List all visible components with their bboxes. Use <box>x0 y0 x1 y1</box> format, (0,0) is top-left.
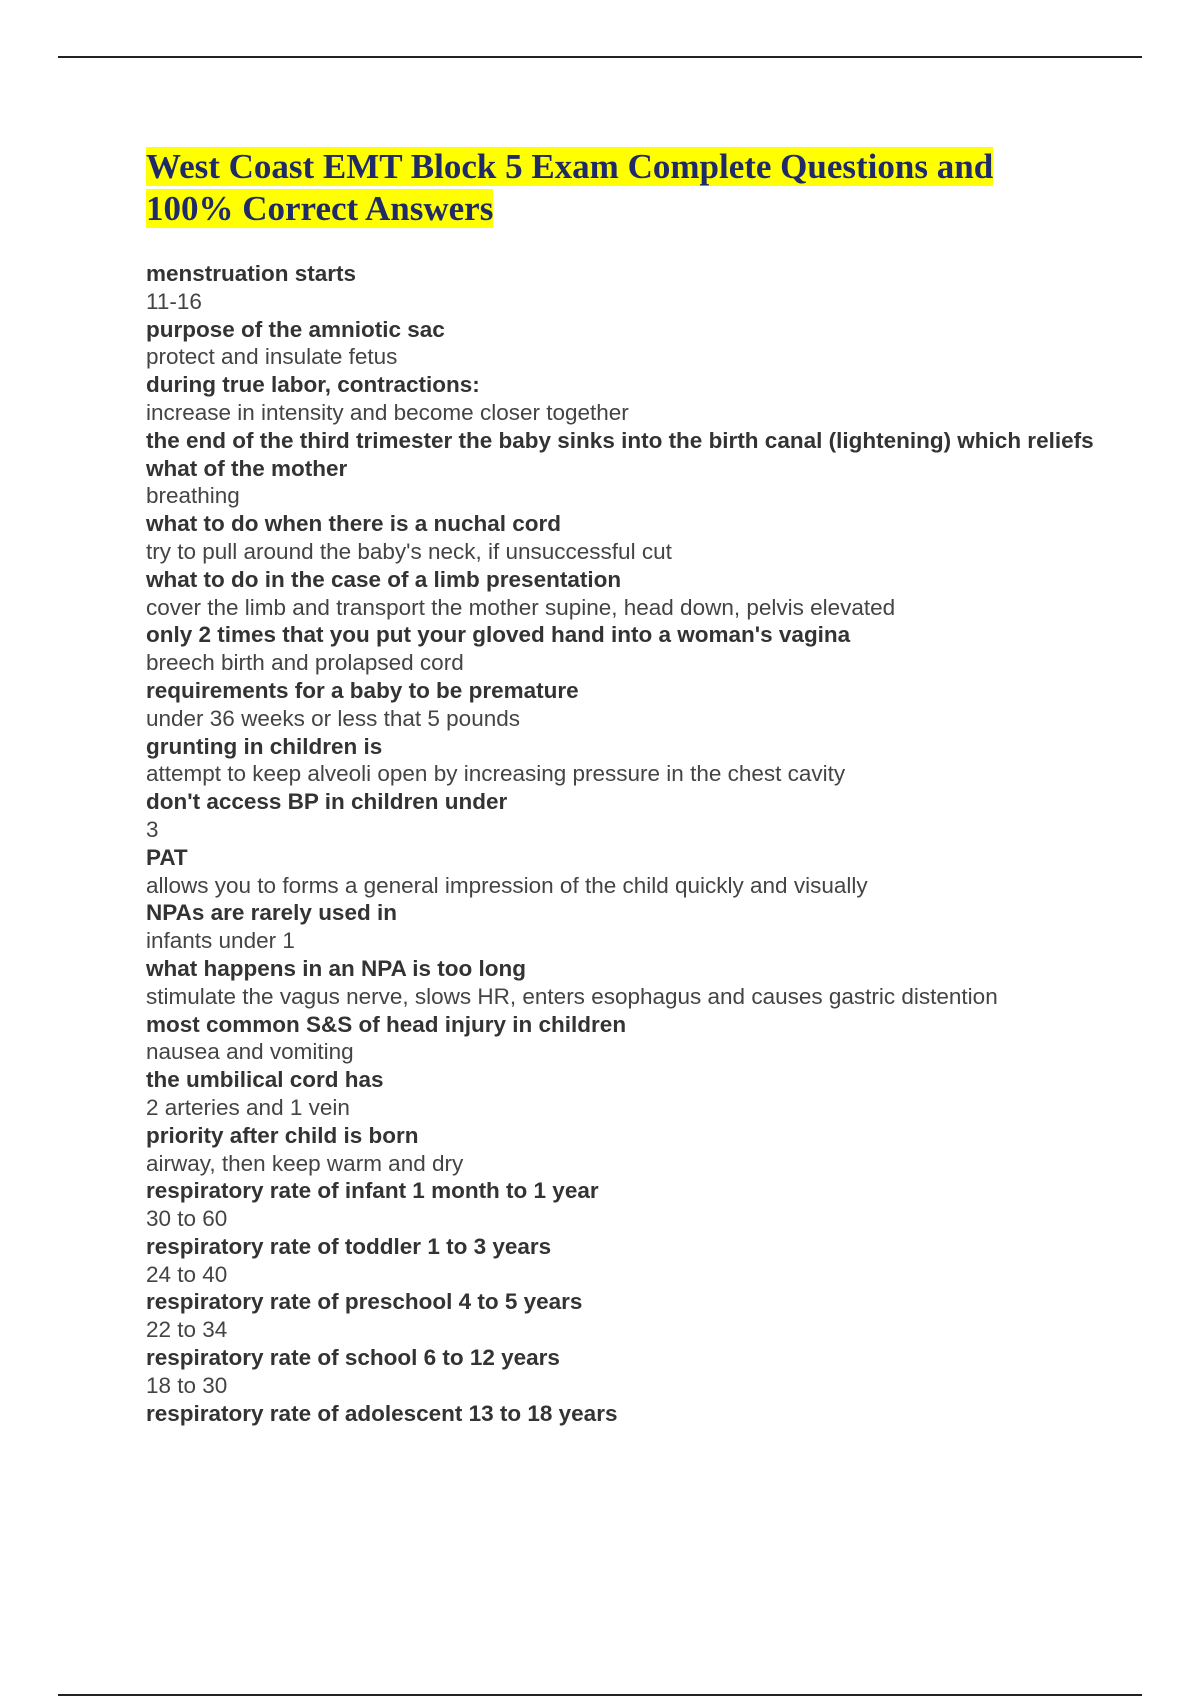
question-text: the umbilical cord has <box>146 1067 384 1093</box>
qa-item <box>146 1177 1106 1233</box>
qa-item <box>146 955 1106 1011</box>
title-line-1: West Coast EMT Block 5 Exam Complete Questions and <box>146 147 994 186</box>
question-text: what to do when there is a nuchal cord <box>146 511 562 537</box>
qa-item <box>146 788 1106 844</box>
qa-item <box>146 1233 1106 1289</box>
answer-text: 11-16 <box>146 288 202 314</box>
answer-text: infants under 1 <box>146 928 295 954</box>
question-text: respiratory rate of preschool 4 to 5 years <box>146 1289 583 1315</box>
qa-item <box>146 1288 1106 1344</box>
question-text: priority after child is born <box>146 1122 419 1148</box>
qa-item <box>146 1122 1106 1178</box>
qa-item <box>146 899 1106 955</box>
qa-item <box>146 566 1106 622</box>
question-text: what happens in an NPA is too long <box>146 955 527 981</box>
top-rule <box>58 56 1142 58</box>
answer-text: try to pull around the baby's neck, if unsuccessful cut <box>146 538 672 564</box>
qa-item <box>146 733 1106 789</box>
qa-item <box>146 1066 1106 1122</box>
qa-item <box>146 510 1106 566</box>
question-text: most common S&S of head injury in children <box>146 1011 627 1037</box>
answer-text: 24 to 40 <box>146 1261 228 1287</box>
answer-text: airway, then keep warm and dry <box>146 1150 464 1176</box>
question-text: respiratory rate of adolescent 13 to 18 years <box>146 1400 618 1426</box>
answer-text: allows you to forms a general impression of the child quickly and visually <box>146 872 868 898</box>
qa-list <box>146 260 1106 1427</box>
answer-text: protect and insulate fetus <box>146 344 398 370</box>
answer-text: attempt to keep alveoli open by increasing pressure in the chest cavity <box>146 761 846 787</box>
question-text: PAT <box>146 844 188 870</box>
question-text: the end of the third trimester the baby sinks into the birth canal (lightening) which reliefs what of the mother <box>146 427 1094 481</box>
answer-text: 22 to 34 <box>146 1317 228 1343</box>
answer-text: 30 to 60 <box>146 1206 228 1232</box>
answer-text: cover the limb and transport the mother supine, head down, pelvis elevated <box>146 594 896 620</box>
document-title <box>146 146 1106 230</box>
answer-text: stimulate the vagus nerve, slows HR, enters esophagus and causes gastric distention <box>146 983 998 1009</box>
answer-text: nausea and vomiting <box>146 1039 354 1065</box>
question-text: what to do in the case of a limb presentation <box>146 566 622 592</box>
answer-text: 18 to 30 <box>146 1372 228 1398</box>
question-text: don't access BP in children under <box>146 789 508 815</box>
question-text: respiratory rate of toddler 1 to 3 years <box>146 1233 552 1259</box>
qa-item <box>146 371 1106 427</box>
question-text: respiratory rate of school 6 to 12 years <box>146 1345 560 1371</box>
qa-item <box>146 1400 1106 1428</box>
question-text: requirements for a baby to be premature <box>146 677 579 703</box>
question-text: purpose of the amniotic sac <box>146 316 445 342</box>
title-line-2: 100% Correct Answers <box>146 189 494 228</box>
question-text: grunting in children is <box>146 733 383 759</box>
answer-text: under 36 weeks or less that 5 pounds <box>146 705 520 731</box>
document-body <box>146 146 1106 1427</box>
qa-item <box>146 427 1106 510</box>
qa-item <box>146 1344 1106 1400</box>
qa-item <box>146 1011 1106 1067</box>
question-text: respiratory rate of infant 1 month to 1 year <box>146 1178 599 1204</box>
bottom-rule <box>58 1694 1142 1696</box>
answer-text: breech birth and prolapsed cord <box>146 650 464 676</box>
answer-text: breathing <box>146 483 240 509</box>
question-text: menstruation starts <box>146 261 357 286</box>
qa-item <box>146 677 1106 733</box>
qa-item <box>146 844 1106 900</box>
answer-text: 3 <box>146 816 159 842</box>
question-text: during true labor, contractions: <box>146 372 480 398</box>
question-text: only 2 times that you put your gloved hand into a woman's vagina <box>146 622 851 648</box>
qa-item <box>146 260 1106 316</box>
answer-text: 2 arteries and 1 vein <box>146 1094 350 1120</box>
qa-item <box>146 316 1106 372</box>
answer-text: increase in intensity and become closer together <box>146 399 629 425</box>
qa-item <box>146 621 1106 677</box>
question-text: NPAs are rarely used in <box>146 900 397 926</box>
